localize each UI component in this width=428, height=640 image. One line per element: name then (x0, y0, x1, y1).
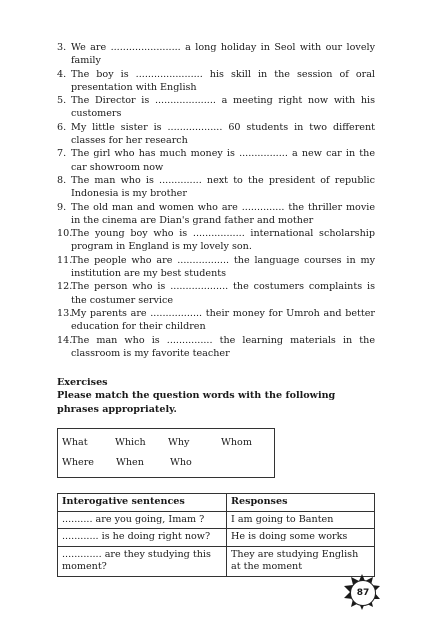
table-row (58, 511, 375, 529)
exercises-heading: Exercises (57, 377, 108, 389)
table-header: Responses (227, 494, 375, 512)
table-cell: He is doing some works (227, 529, 375, 547)
page-content (57, 41, 375, 577)
question-word: Who (170, 457, 192, 469)
question-word: Why (168, 437, 190, 449)
list-item: 9. The old man and women who are .............. the thriller movie in the cinema are Dian's grand father and mother (57, 201, 375, 226)
list-item: 6. My little sister is .................. 60 students in two different classes for her research (57, 121, 375, 147)
list-item: 7. The girl who has much money is ................ a new car in the car showroom now (57, 148, 375, 173)
question-word: What (62, 437, 88, 449)
list-item: 5. The Director is .................... a meeting right now with his customers (57, 95, 375, 120)
list-item: 11. The people who are ................. the language courses in my institution are my best students (57, 254, 375, 280)
list-item: 12. The person who is ................... the costumers complaints is the costumer service (57, 281, 375, 306)
table-cell: They are studying English at the moment (227, 546, 375, 576)
matching-table (57, 493, 375, 577)
table-row (58, 546, 375, 576)
question-word: Where (62, 457, 94, 469)
list-item: 3. We are ....................... a long holiday in Seol with our lovely family (57, 42, 375, 67)
list-item: 14. The man who is ............... the learning materials in the classroom is my favorite teacher (57, 334, 375, 359)
exercises-instruction: Please match the question words with the following phrases appropriately. (57, 390, 336, 415)
question-words-row (62, 453, 274, 473)
table-cell: ............ is he doing right now? (58, 529, 227, 547)
list-item: 13. My parents are ................. their money for Umroh and better education for their children (57, 307, 375, 333)
question-word: Which (115, 437, 146, 449)
table-cell: I am going to Banten (227, 511, 375, 529)
list-item: 8. The man who is .............. next to the president of republic Indonesia is my brother (57, 174, 375, 200)
sentence-list (57, 41, 375, 360)
table-header: Interogative sentences (58, 494, 227, 512)
table-cell: .......... are you going, Imam ? (58, 511, 227, 529)
question-words-row (62, 433, 274, 453)
table-header-row (58, 494, 375, 512)
list-item: 10. The young boy who is ................. international scholarship program in England is my lovely son. (57, 228, 375, 253)
question-words-box (57, 428, 275, 478)
page-number: 87 (350, 580, 376, 606)
question-word: Whom (221, 437, 252, 449)
table-cell: ............. are they studying this moment? (58, 546, 227, 576)
table-row (58, 529, 375, 547)
list-item: 4. The boy is ...................... his skill in the session of oral presentation with English (57, 68, 375, 93)
question-word: When (116, 457, 144, 469)
